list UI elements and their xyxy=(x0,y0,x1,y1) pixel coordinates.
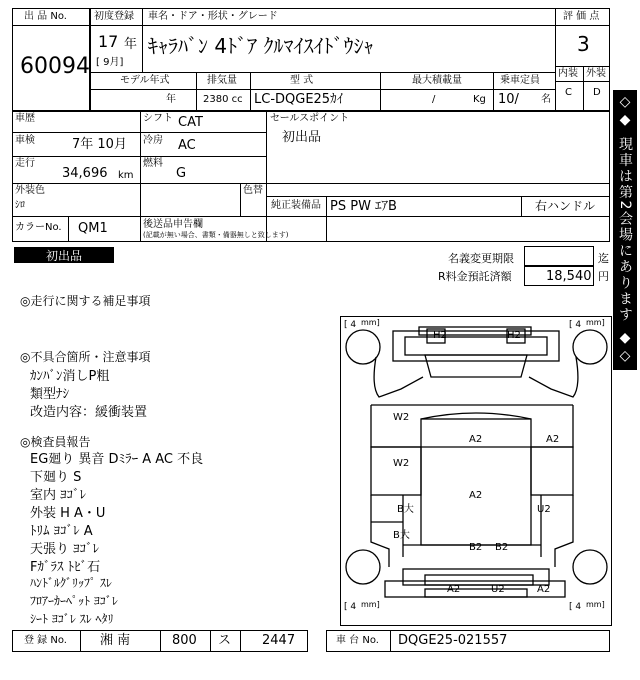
inspector-line: ｼｰﾄ ﾖｺﾞﾚ ｽﾚ ﾍﾀﾘ xyxy=(30,612,114,626)
divider xyxy=(90,89,555,90)
reg-kana: ス xyxy=(218,633,232,648)
defect-line: 改造内容：緩衝装置 xyxy=(30,405,148,420)
tire-label-br: [ 4 xyxy=(569,602,582,612)
year-unit: 年 xyxy=(124,37,138,52)
reg-class: 800 xyxy=(172,633,197,648)
inspection-value: 7年 10月 xyxy=(72,137,127,152)
mark-h2-left: H2 xyxy=(433,330,447,341)
inspector-line: Fｶﾞﾗｽ ﾄﾋﾞ石 xyxy=(30,560,101,575)
aftermarket-note: (記載が無い場合、書類・備器無しと致します) xyxy=(143,231,289,239)
inspector-line: 室内 ﾖｺﾞﾚ xyxy=(30,488,87,503)
recycle-unit: 円 xyxy=(598,270,609,283)
name-change-label: 名義変更期限 xyxy=(448,252,514,265)
venue-banner-text: ◇◆ 現車は第2会場にあります ◆◇ xyxy=(617,94,633,366)
exterior-label: 外装 xyxy=(586,68,606,79)
recycle-label: R料金預託済額 xyxy=(438,270,512,283)
inspection-label: 車検 xyxy=(15,135,35,146)
history-label: 車歴 xyxy=(15,113,35,124)
first-reg-year: 17 xyxy=(98,32,119,51)
shift-value: CAT xyxy=(178,115,203,130)
type-value: LC-DQGE25ｶｲ xyxy=(254,92,344,107)
divider xyxy=(68,216,69,242)
capacity-value: 10/ xyxy=(498,92,519,107)
chassis-label: 車 台 No. xyxy=(336,635,379,646)
tire-tr-unit: mm] xyxy=(586,318,605,327)
interior-label: 内装 xyxy=(558,68,578,79)
first-reg-month: [ 9月] xyxy=(96,57,124,68)
divider xyxy=(210,630,211,652)
divider xyxy=(240,630,241,652)
inspector-line: EG廻り 異音 Dﾐﾗｰ A AC 不良 xyxy=(30,452,204,467)
ext-color-value: ｼﾛ xyxy=(15,200,25,211)
car-name-label: 車名・ドア・形状・グレード xyxy=(148,11,278,22)
grade-label: 評 価 点 xyxy=(563,11,600,22)
type-label: 型 式 xyxy=(290,75,314,86)
divider xyxy=(380,72,381,111)
divider xyxy=(555,25,610,26)
exterior-value: D xyxy=(593,87,601,98)
divider xyxy=(12,183,610,184)
mark-w2-lower: W2 xyxy=(393,458,410,469)
aftermarket-label: 後送品申告欄 xyxy=(143,219,203,230)
ext-color-label: 外装色 xyxy=(15,185,45,196)
mark-h2-right: H2 xyxy=(507,330,521,341)
tire-tl-unit: mm] xyxy=(361,318,380,327)
model-year-unit: 年 xyxy=(166,94,176,105)
inspector-line: 天張り ﾖｺﾞﾚ xyxy=(30,542,100,557)
ac-label: 冷房 xyxy=(143,135,163,146)
driving-title: ◎走行に関する補足事項 xyxy=(20,294,151,308)
inspector-line: 下廻り S xyxy=(30,470,82,485)
defect-line: ｶﾝﾊﾞﾝ消しP粗 xyxy=(30,369,110,384)
damage-diagram xyxy=(340,316,612,626)
max-load-value: / xyxy=(432,94,436,105)
divider xyxy=(555,81,610,82)
divider xyxy=(493,72,494,111)
divider xyxy=(555,8,556,111)
inspector-line: ﾊﾝﾄﾞﾙｸﾞﾘｯﾌﾟ ｽﾚ xyxy=(30,576,112,590)
divider xyxy=(326,196,327,216)
sales-point-label: セールスポイント xyxy=(270,113,350,124)
interior-value: C xyxy=(565,87,572,98)
lot-number: 60094 xyxy=(20,54,90,79)
divider xyxy=(240,183,241,216)
divider xyxy=(196,72,197,111)
reg-label: 登 録 No. xyxy=(24,635,67,646)
divider xyxy=(521,196,522,216)
divider xyxy=(266,111,267,242)
capacity-unit: 名 xyxy=(541,94,551,105)
recycle-value: 18,540 xyxy=(546,269,592,284)
reg-area: 湘 南 xyxy=(100,633,131,648)
chassis-value: DQGE25-021557 xyxy=(398,633,508,648)
model-year-label: モデル年式 xyxy=(120,75,170,86)
mileage-unit: km xyxy=(118,170,134,181)
defects-title: ◎不具合箇所・注意事項 xyxy=(20,350,151,364)
defect-line: 類型ﾅｼ xyxy=(30,387,70,402)
fuel-value: G xyxy=(176,166,187,181)
divider xyxy=(12,156,266,157)
divider xyxy=(90,25,555,26)
mark-a2-center: A2 xyxy=(469,490,483,501)
ac-value: AC xyxy=(178,138,196,153)
divider xyxy=(390,630,391,652)
first-listing-badge xyxy=(14,247,114,263)
tire-bl-unit: mm] xyxy=(361,600,380,609)
first-reg-label: 初度登録 xyxy=(94,11,134,22)
inspector-line: ﾌﾛｱｰｶｰﾍﾟｯﾄ ﾖｺﾞﾚ xyxy=(30,594,118,608)
color-no-value: QM1 xyxy=(78,221,108,236)
tire-br-unit: mm] xyxy=(586,600,605,609)
mileage-value: 34,696 xyxy=(62,166,108,181)
car-name: ｷｬﾗﾊﾞﾝ 4ﾄﾞｱ ｸﾙﾏｲｽｲﾄﾞｳｼｬ xyxy=(148,34,374,58)
divider xyxy=(266,196,610,197)
name-change-unit: 迄 xyxy=(598,252,609,265)
mark-b-large-2: B大 xyxy=(393,530,410,541)
tire-label-bl: [ 4 xyxy=(344,602,357,612)
sales-point-value: 初出品 xyxy=(282,130,322,145)
divider xyxy=(12,132,266,133)
inspector-line: 外装 H A・U xyxy=(30,506,106,521)
divider xyxy=(250,72,251,111)
reg-number: 2447 xyxy=(262,633,296,648)
mark-a2-rear-left: A2 xyxy=(447,584,461,595)
equipment-value: PS PW ｴｱB xyxy=(330,199,397,214)
repaint-label: 色替 xyxy=(243,185,263,196)
divider xyxy=(90,72,555,73)
badge-text: 初出品 xyxy=(45,248,82,263)
mileage-label: 走行 xyxy=(15,158,35,169)
divider xyxy=(160,630,161,652)
divider xyxy=(12,216,610,217)
mark-a2-rear-right: A2 xyxy=(537,584,551,595)
inspector-title: ◎検査員報告 xyxy=(20,435,91,449)
inspector-line: ﾄﾘﾑ ﾖｺﾞﾚ A xyxy=(30,524,93,539)
mark-a2-roof: A2 xyxy=(469,434,483,445)
max-load-unit: Kg xyxy=(473,94,486,105)
tire-label-tl: [ 4 xyxy=(344,320,357,330)
mark-u2-rear: U2 xyxy=(491,584,505,595)
displacement-value: 2380 cc xyxy=(203,94,243,105)
divider xyxy=(140,111,141,242)
mark-b-large-1: B大 xyxy=(397,504,414,515)
color-no-label: カラーNo. xyxy=(15,222,62,233)
mark-w2-upper: W2 xyxy=(393,412,410,423)
mark-b2-left: B2 xyxy=(469,542,483,553)
mark-u2-right: U2 xyxy=(537,504,551,515)
mark-b2-right: B2 xyxy=(495,542,509,553)
mark-a2-right: A2 xyxy=(546,434,560,445)
fuel-label: 燃料 xyxy=(143,158,163,169)
venue-banner xyxy=(613,90,637,370)
steering-value: 右ハンドル xyxy=(535,199,596,213)
divider xyxy=(583,66,584,111)
divider xyxy=(80,630,81,652)
divider xyxy=(142,8,143,72)
name-change-box xyxy=(524,246,594,266)
displacement-label: 排気量 xyxy=(207,75,237,86)
divider xyxy=(326,216,327,242)
lot-label: 出 品 No. xyxy=(24,11,67,22)
shift-label: シフト xyxy=(143,113,173,124)
divider xyxy=(12,25,90,26)
tire-label-tr: [ 4 xyxy=(569,320,582,330)
equipment-label: 純正装備品 xyxy=(271,200,321,211)
grade-value: 3 xyxy=(577,32,590,56)
capacity-label: 乗車定員 xyxy=(500,75,540,86)
max-load-label: 最大積載量 xyxy=(412,75,462,86)
car-diagram-svg xyxy=(341,317,611,625)
